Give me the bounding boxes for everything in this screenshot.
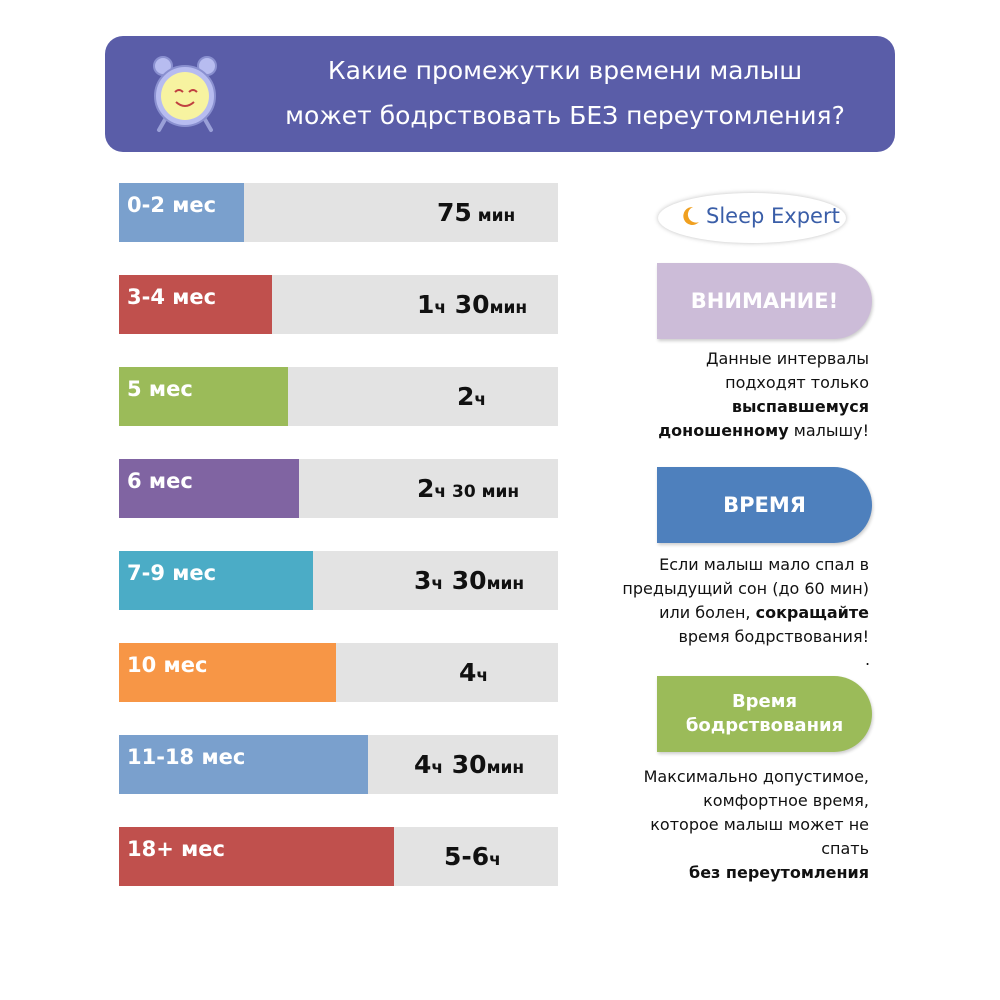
attention-line-4-rest: малышу!: [788, 421, 869, 440]
bar-value-label: 1ч 30мин: [417, 290, 528, 319]
sleep-expert-logo: [658, 193, 846, 243]
attention-note: [609, 347, 869, 443]
bar-row: [119, 459, 558, 518]
wake-title-line-1: Время: [731, 691, 798, 712]
moon-icon: [680, 205, 700, 227]
bar-row: [119, 643, 558, 702]
time-heading: ВРЕМЯ: [657, 467, 872, 543]
page-title: [245, 48, 885, 138]
header-banner: [105, 36, 895, 152]
bar-row: [119, 827, 558, 886]
time-line-1: Если малыш мало спал в: [659, 555, 869, 574]
bar-category-label: 18+ мес: [127, 837, 225, 861]
bar-value-label: 4ч: [459, 658, 489, 687]
alarm-clock-icon: [145, 54, 225, 134]
title-line-2: может бодрствовать БЕЗ переутомления?: [285, 101, 845, 130]
time-note: [569, 553, 869, 649]
time-line-3-rest: или болен,: [659, 603, 756, 622]
stray-dot: .: [865, 650, 871, 669]
bar-value-label: 2ч 30 мин: [417, 474, 520, 503]
bar-category-label: 0-2 мес: [127, 193, 217, 217]
bar-row: [119, 275, 558, 334]
bar-value-label: 3ч 30мин: [414, 566, 525, 595]
time-line-2: предыдущий сон (до 60 мин): [622, 579, 869, 598]
time-line-3-bold: сокращайте: [755, 603, 869, 622]
wake-line-5: без переутомления: [689, 863, 869, 882]
bar-value-label: 4ч 30мин: [414, 750, 525, 779]
bar-value-label: 2ч: [457, 382, 487, 411]
wake-line-4: спать: [821, 839, 869, 858]
bar-row: [119, 551, 558, 610]
bar-category-label: 10 мес: [127, 653, 208, 677]
attention-heading: ВНИМАНИЕ!: [657, 263, 872, 339]
attention-line-3: выспавшемуся: [731, 397, 869, 416]
title-line-1: Какие промежутки времени малыш: [327, 56, 803, 85]
bar-row: [119, 183, 558, 242]
bar-row: [119, 735, 558, 794]
bar-value-label: 75 мин: [437, 198, 516, 227]
attention-line-1: Данные интервалы: [705, 349, 869, 368]
wake-line-1: Максимально допустимое,: [643, 767, 869, 786]
time-line-4: время бодрствования!: [678, 627, 869, 646]
bar-row: [119, 367, 558, 426]
bar-value-label: 5-6ч: [444, 842, 501, 871]
attention-line-2: подходят только: [725, 373, 869, 392]
bar-category-label: 3-4 мес: [127, 285, 217, 309]
wake-time-heading: [657, 676, 872, 752]
wake-title-line-2: бодрствования: [685, 715, 844, 736]
bar-category-label: 6 мес: [127, 469, 193, 493]
wake-line-3: которое малыш может не: [650, 815, 869, 834]
bar-category-label: 5 мес: [127, 377, 193, 401]
bar-category-label: 7-9 мес: [127, 561, 217, 585]
logo-text: Sleep Expert: [706, 204, 840, 228]
bar-category-label: 11-18 мес: [127, 745, 246, 769]
attention-line-4-bold: доношенному: [658, 421, 789, 440]
wake-note: [609, 765, 869, 885]
wake-line-2: комфортное время,: [703, 791, 869, 810]
